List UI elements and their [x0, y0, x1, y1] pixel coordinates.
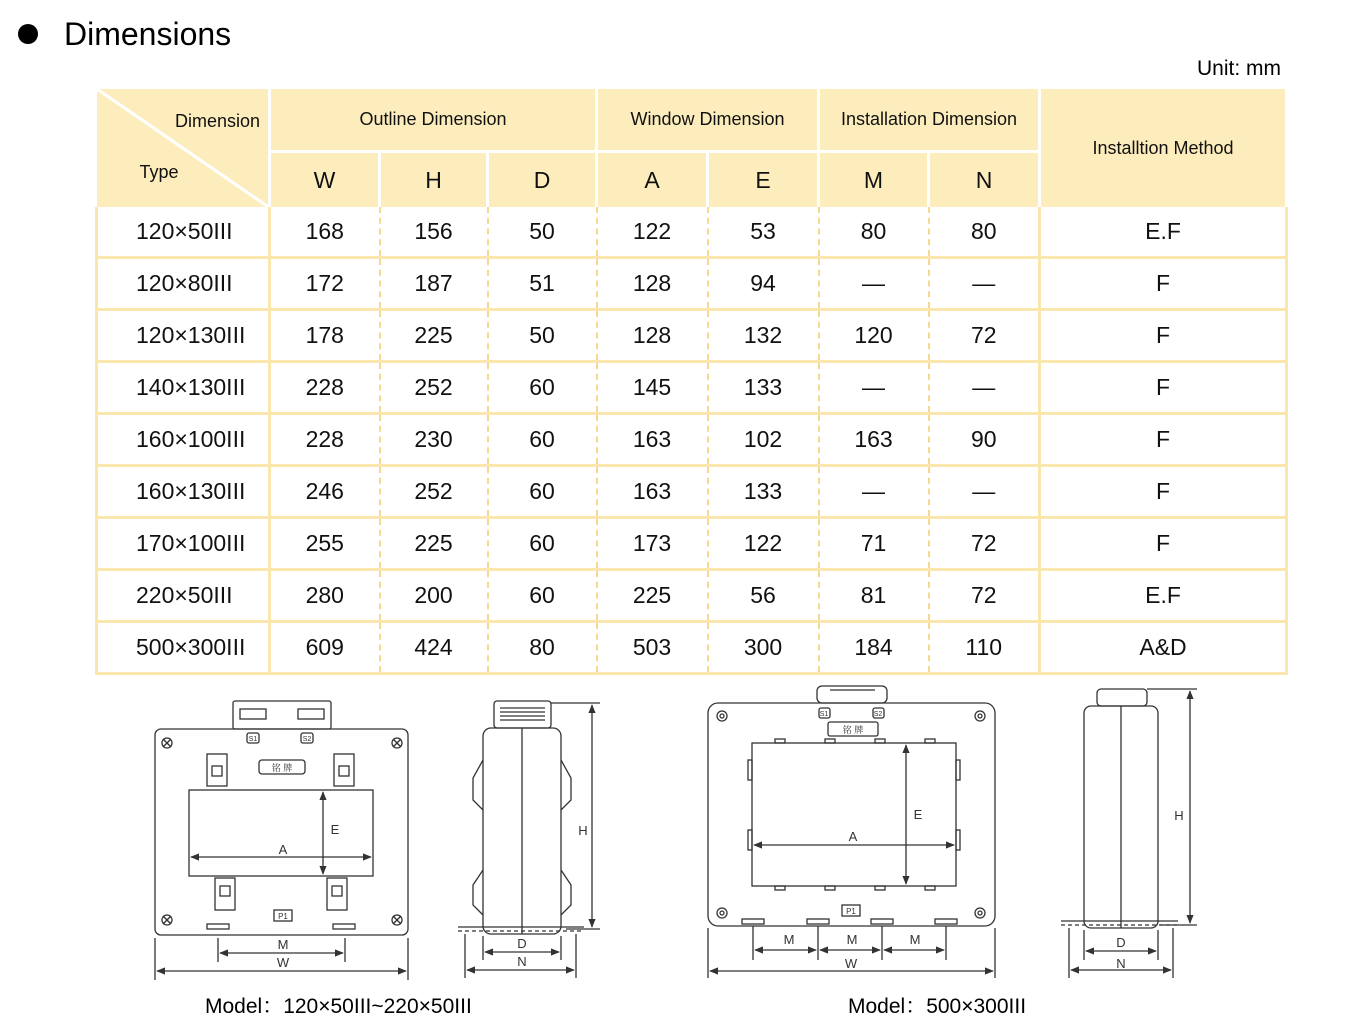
type-cell: 120×50III [97, 207, 270, 258]
a-cell: 225 [597, 570, 708, 622]
method-cell: A&D [1040, 622, 1287, 674]
table-row [97, 207, 1287, 258]
dim-m-label: M [909, 932, 921, 947]
front-view-small [155, 701, 408, 980]
e-cell: 94 [708, 258, 819, 310]
n-cell: 80 [929, 207, 1040, 258]
n-cell: — [929, 362, 1040, 414]
m-cell: — [819, 466, 929, 518]
mounting-hole-icon [717, 711, 985, 918]
window-dimension-header: Window Dimension [597, 89, 819, 152]
d-cell: 50 [488, 207, 597, 258]
dim-m-label: M [277, 937, 289, 952]
h-cell: 225 [380, 518, 488, 570]
d-cell: 60 [488, 570, 597, 622]
dim-m-label: M [783, 932, 795, 947]
corner-header [97, 89, 270, 207]
d-cell: 60 [488, 466, 597, 518]
type-cell: 160×130III [97, 466, 270, 518]
col-e-header: E [708, 152, 819, 208]
front-view-large [708, 686, 995, 978]
m-cell: 184 [819, 622, 929, 674]
section-heading [18, 12, 231, 56]
m-cell: 163 [819, 414, 929, 466]
installation-method-header: Installtion Method [1040, 89, 1287, 207]
dim-n-label: N [1116, 956, 1126, 971]
n-cell: 110 [929, 622, 1040, 674]
col-h-header: H [380, 152, 488, 208]
nameplate-label: 铭 牌 [271, 763, 293, 773]
a-cell: 128 [597, 258, 708, 310]
d-cell: 60 [488, 518, 597, 570]
method-cell: E.F [1040, 207, 1287, 258]
m-cell: — [819, 362, 929, 414]
e-cell: 132 [708, 310, 819, 362]
table-row [97, 362, 1287, 414]
e-cell: 56 [708, 570, 819, 622]
h-cell: 424 [380, 622, 488, 674]
a-cell: 122 [597, 207, 708, 258]
installation-dimension-header: Installation Dimension [819, 89, 1040, 152]
outline-dimension-header: Outline Dimension [270, 89, 597, 152]
n-cell: 72 [929, 518, 1040, 570]
w-cell: 178 [270, 310, 380, 362]
col-w-header: W [270, 152, 380, 208]
dimension-drawings [0, 672, 1366, 992]
h-cell: 200 [380, 570, 488, 622]
dim-h-label: H [578, 823, 588, 838]
method-cell: F [1040, 310, 1287, 362]
dim-m-label: M [846, 932, 858, 947]
corner-type-label: Type [139, 162, 179, 182]
e-cell: 122 [708, 518, 819, 570]
table-row [97, 466, 1287, 518]
nameplate-label: 铭 牌 [842, 725, 864, 735]
h-cell: 187 [380, 258, 488, 310]
e-cell: 300 [708, 622, 819, 674]
dim-w-label: W [276, 955, 290, 970]
a-cell: 145 [597, 362, 708, 414]
n-cell: 90 [929, 414, 1040, 466]
n-cell: 72 [929, 570, 1040, 622]
method-cell: F [1040, 466, 1287, 518]
diagonal-line [97, 89, 269, 207]
e-cell: 133 [708, 362, 819, 414]
p1-terminal-label: P1 [278, 912, 288, 921]
type-cell: 220×50III [97, 570, 270, 622]
w-cell: 609 [270, 622, 380, 674]
method-cell: F [1040, 414, 1287, 466]
unit-note: Unit: mm [1197, 57, 1281, 80]
method-cell: E.F [1040, 570, 1287, 622]
w-cell: 246 [270, 466, 380, 518]
s2-terminal-label: S2 [302, 736, 312, 743]
col-a-header: A [597, 152, 708, 208]
method-cell: F [1040, 258, 1287, 310]
model-caption-right: Model：500×300III [848, 995, 1027, 1018]
m-cell: 120 [819, 310, 929, 362]
a-cell: 163 [597, 414, 708, 466]
s2-terminal-label: S2 [873, 711, 883, 718]
dim-e-label: E [330, 822, 340, 837]
h-cell: 156 [380, 207, 488, 258]
model-caption-left: Model：120×50III~220×50III [205, 995, 472, 1018]
d-cell: 51 [488, 258, 597, 310]
w-cell: 280 [270, 570, 380, 622]
n-cell: — [929, 466, 1040, 518]
dim-d-label: D [1116, 935, 1126, 950]
section-title: Dimensions [64, 15, 232, 52]
h-cell: 230 [380, 414, 488, 466]
m-cell: 71 [819, 518, 929, 570]
w-cell: 255 [270, 518, 380, 570]
d-cell: 50 [488, 310, 597, 362]
type-cell: 140×130III [97, 362, 270, 414]
table-row [97, 622, 1287, 674]
h-cell: 225 [380, 310, 488, 362]
type-cell: 170×100III [97, 518, 270, 570]
m-cell: — [819, 258, 929, 310]
dim-h-label: H [1174, 808, 1184, 823]
dim-a-label: A [278, 842, 288, 857]
table-row [97, 258, 1287, 310]
corner-dimension-label: Dimension [174, 111, 260, 131]
w-cell: 168 [270, 207, 380, 258]
h-cell: 252 [380, 466, 488, 518]
table-row [97, 570, 1287, 622]
dim-d-label: D [517, 936, 527, 951]
dim-n-label: N [517, 954, 527, 969]
bullet-icon [18, 24, 38, 44]
side-view-small [458, 701, 600, 978]
table-row [97, 414, 1287, 466]
dim-a-label: A [848, 829, 858, 844]
method-cell: F [1040, 518, 1287, 570]
table-row [97, 518, 1287, 570]
e-cell: 133 [708, 466, 819, 518]
col-n-header: N [929, 152, 1040, 208]
e-cell: 53 [708, 207, 819, 258]
col-m-header: M [819, 152, 929, 208]
dimensions-table [95, 89, 1288, 675]
type-cell: 120×80III [97, 258, 270, 310]
side-view-large [1061, 689, 1197, 978]
w-cell: 228 [270, 414, 380, 466]
m-cell: 80 [819, 207, 929, 258]
m-cell: 81 [819, 570, 929, 622]
a-cell: 503 [597, 622, 708, 674]
table-row [97, 310, 1287, 362]
h-cell: 252 [380, 362, 488, 414]
dim-w-label: W [844, 956, 858, 971]
type-cell: 160×100III [97, 414, 270, 466]
a-cell: 128 [597, 310, 708, 362]
a-cell: 173 [597, 518, 708, 570]
method-cell: F [1040, 362, 1287, 414]
w-cell: 228 [270, 362, 380, 414]
dim-e-label: E [913, 807, 923, 822]
a-cell: 163 [597, 466, 708, 518]
p1-terminal-label: P1 [846, 907, 856, 916]
e-cell: 102 [708, 414, 819, 466]
d-cell: 80 [488, 622, 597, 674]
s1-terminal-label: S1 [819, 711, 829, 718]
col-d-header: D [488, 152, 597, 208]
d-cell: 60 [488, 414, 597, 466]
d-cell: 60 [488, 362, 597, 414]
type-cell: 120×130III [97, 310, 270, 362]
n-cell: 72 [929, 310, 1040, 362]
n-cell: — [929, 258, 1040, 310]
w-cell: 172 [270, 258, 380, 310]
type-cell: 500×300III [97, 622, 270, 674]
s1-terminal-label: S1 [248, 736, 258, 743]
